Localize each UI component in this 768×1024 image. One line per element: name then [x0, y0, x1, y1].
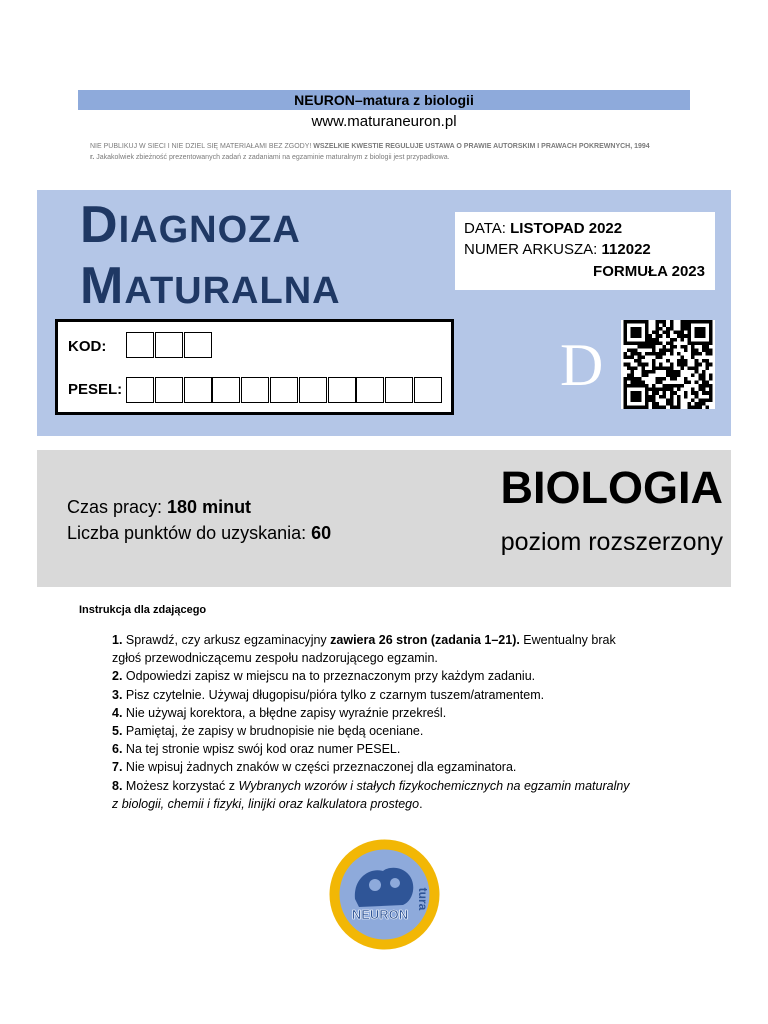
- date-row: [464, 218, 622, 239]
- sheet-number-value: 112022: [601, 241, 651, 258]
- instruction-5-text: Pamiętaj, że zapisy w brudnopisie nie będą oceniane.: [122, 724, 424, 739]
- instruction-6-text: Na tej stronie wpisz swój kod oraz numer PESEL.: [122, 742, 401, 757]
- neuron-logo: [329, 839, 440, 950]
- instruction-item-4: [112, 704, 672, 722]
- pesel-cell[interactable]: [414, 377, 442, 403]
- instruction-5-number: 5.: [112, 724, 123, 739]
- code-cell[interactable]: [155, 332, 183, 358]
- instruction-8-text-a: Możesz korzystać z: [122, 778, 239, 793]
- exam-points-value: 60: [311, 523, 332, 543]
- instruction-1-text-b: zawiera 26 stron (zadania 1–21).: [330, 633, 520, 647]
- instruction-8-text-b: Wybranych wzorów i stałych fizykochemicznych na egzamin maturalny: [238, 778, 630, 793]
- header-banner-text: NEURON–matura z biologii: [294, 92, 474, 108]
- instruction-3-text: Pisz czytelnie. Używaj długopisu/pióra tylko z czarnym tuszem/atramentem.: [122, 687, 545, 702]
- exam-time-label: Czas pracy:: [67, 497, 168, 517]
- qr-code-icon: [621, 320, 715, 409]
- pesel-cell[interactable]: [184, 377, 212, 403]
- copyright-part3: Jakakolwiek zbieżność prezentowanych zadań z zadaniami na egzaminie maturalnym z biologii jest przypadkowa.: [94, 154, 450, 161]
- instruction-item-8: [112, 777, 672, 795]
- instruction-8-text-c: z biologii, chemii i fizyki, linijki oraz kalkulatora prostego: [112, 796, 420, 811]
- title-line-2-rest: ATURALNA: [124, 270, 341, 312]
- instruction-item-3: [112, 686, 672, 704]
- sheet-number-row: [464, 239, 651, 260]
- copyright-part1: NIE PUBLIKUJ W SIECI I NIE DZIEL SIĘ MATERIAŁAMI BEZ ZGODY!: [90, 143, 314, 150]
- title-line-1-rest: IAGNOZA: [118, 209, 301, 251]
- subject-level: poziom rozszerzony: [500, 528, 723, 556]
- title-line-1-cap: D: [80, 196, 119, 254]
- title-line-2: [80, 256, 341, 316]
- instruction-item-6: [112, 740, 672, 758]
- pesel-cell[interactable]: [155, 377, 183, 403]
- title-line-2-cap: M: [80, 257, 125, 315]
- instruction-2-text: Odpowiedzi zapisz w miejscu na to przeznaczonym przy każdym zadaniu.: [122, 669, 536, 684]
- title-line-1: [80, 195, 301, 255]
- formula-label: FORMUŁA 2023: [593, 263, 705, 280]
- pesel-cell[interactable]: [328, 377, 356, 403]
- code-cell[interactable]: [184, 332, 212, 358]
- logo-brain-cell: [369, 879, 381, 891]
- logo-text: NEURON: [351, 907, 409, 922]
- logo-brain-cell-2: [390, 878, 400, 888]
- copyright-notice: [90, 141, 650, 163]
- date-value: LISTOPAD 2022: [510, 220, 623, 237]
- instruction-1-number: 1.: [112, 633, 123, 647]
- instruction-item-8-cont: [112, 795, 672, 813]
- pesel-cell[interactable]: [126, 377, 154, 403]
- instruction-7-number: 7.: [112, 760, 123, 775]
- instruction-item-7: [112, 758, 672, 776]
- instruction-8-text-d: .: [419, 796, 423, 811]
- variant-letter: D: [560, 332, 604, 398]
- instructions-list: [112, 631, 672, 813]
- exam-time: [67, 497, 251, 518]
- pesel-cell[interactable]: [241, 377, 269, 403]
- pesel-cell[interactable]: [356, 377, 384, 403]
- exam-points-label: Liczba punktów do uzyskania:: [67, 523, 312, 543]
- exam-info-box: [455, 212, 715, 290]
- identification-box: [55, 319, 454, 415]
- pesel-cell[interactable]: [212, 377, 240, 403]
- code-label: KOD:: [68, 338, 107, 355]
- pesel-cell[interactable]: [299, 377, 327, 403]
- instruction-8-number: 8.: [112, 778, 123, 793]
- pesel-cell[interactable]: [270, 377, 298, 403]
- instruction-2-number: 2.: [112, 669, 123, 684]
- instruction-1-text-c: Ewentualny brak: [519, 633, 616, 647]
- instruction-item-1-cont: zgłoś przewodniczącemu zespołu nadzorującego egzamin.: [112, 651, 438, 666]
- site-url: www.maturaneuron.pl: [311, 113, 457, 130]
- instruction-6-number: 6.: [112, 742, 123, 757]
- date-label: DATA:: [464, 220, 511, 237]
- instruction-1-text-a: Sprawdź, czy arkusz egzaminacyjny: [122, 633, 331, 647]
- pesel-cell[interactable]: [385, 377, 413, 403]
- instruction-7-text: Nie wpisuj żadnych znaków w części przeznaczonej dla egzaminatora.: [122, 760, 517, 775]
- instructions-heading: Instrukcja dla zdającego: [79, 604, 207, 616]
- copyright-part2: WSZELKIE KWESTIE REGULUJE USTAWA O PRAWIE AUTORSKIM I PRAWACH POKREWNYCH, 1994 r.: [90, 143, 650, 161]
- logo-arc-text: tura: [416, 887, 430, 911]
- exam-points: [67, 523, 331, 544]
- header-banner: [78, 90, 690, 110]
- instruction-4-number: 4.: [112, 705, 123, 720]
- exam-time-value: 180 minut: [167, 497, 252, 517]
- instruction-4-text: Nie używaj korektora, a błędne zapisy wyraźnie przekreśl.: [122, 705, 447, 720]
- sheet-number-label: NUMER ARKUSZA:: [464, 241, 602, 258]
- code-cell[interactable]: [126, 332, 154, 358]
- instruction-3-number: 3.: [112, 687, 123, 702]
- instruction-item-5: [112, 722, 672, 740]
- pesel-label: PESEL:: [68, 381, 123, 398]
- subject-name: BIOLOGIA: [500, 462, 723, 513]
- instruction-item-2: [112, 667, 672, 685]
- instruction-item-1: [112, 631, 672, 649]
